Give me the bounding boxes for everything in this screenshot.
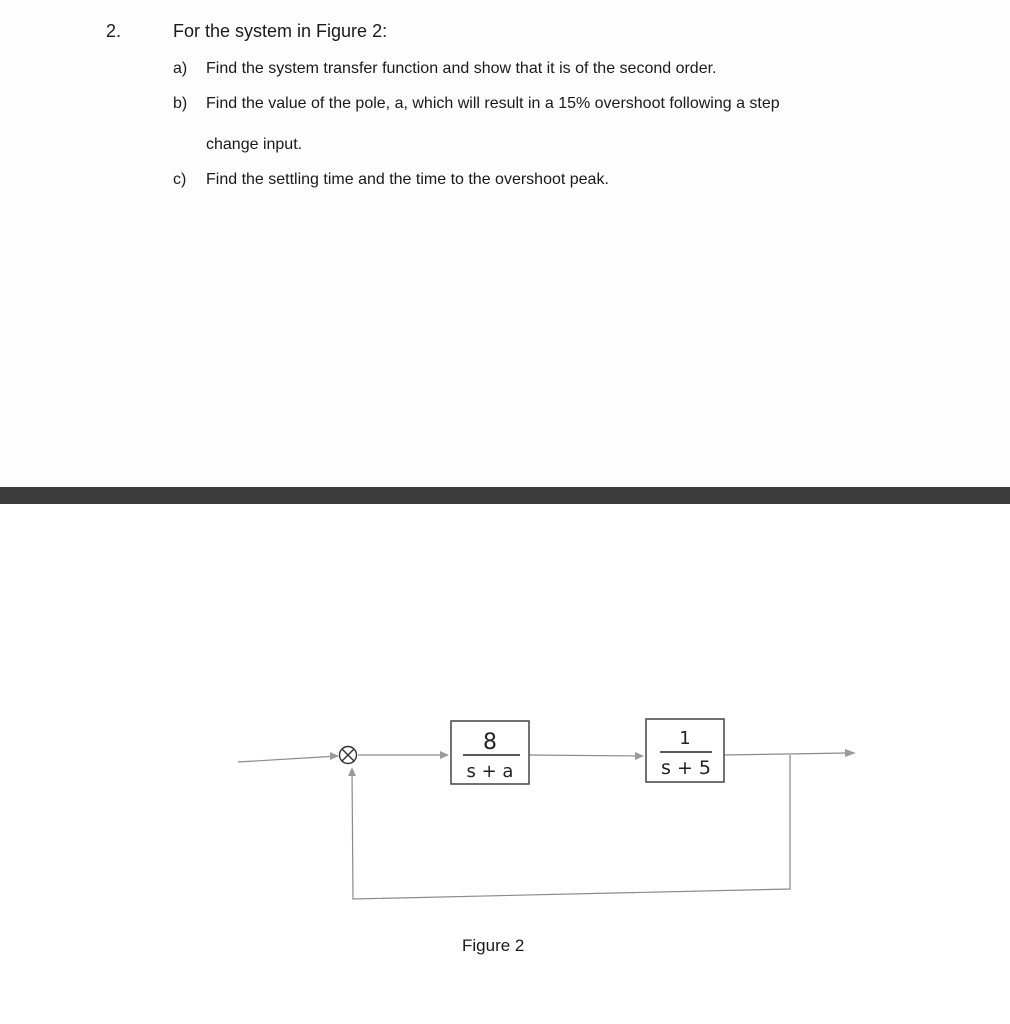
part-c-letter: c) xyxy=(173,171,187,188)
output-arrowhead xyxy=(845,749,856,757)
block2-denominator: s + 5 xyxy=(661,757,711,779)
output-signal-line xyxy=(724,753,848,755)
input-arrowhead xyxy=(330,752,339,760)
block2-arrowhead xyxy=(635,752,644,760)
question-number: 2. xyxy=(106,21,122,41)
figure-caption: Figure 2 xyxy=(462,936,525,955)
summing-junction xyxy=(340,747,357,764)
block1-numerator: 8 xyxy=(483,730,497,755)
block2-numerator: 1 xyxy=(679,728,691,749)
part-a-text: Find the system transfer function and show that it is of the second order. xyxy=(206,60,717,77)
question-page xyxy=(0,0,1010,487)
part-b-letter: b) xyxy=(173,95,188,112)
block1-to-block2-line xyxy=(529,755,643,756)
block1-arrowhead xyxy=(440,751,449,759)
feedback-arrowhead xyxy=(348,767,356,776)
input-signal-line xyxy=(238,756,338,762)
transfer-block-2 xyxy=(646,719,724,782)
part-b-text-line2: change input. xyxy=(206,136,303,153)
part-b-text-line1: Find the value of the pole, a, which will result in a 15% overshoot following a step xyxy=(206,95,780,112)
transfer-block-1 xyxy=(451,721,529,784)
part-c-text: Find the settling time and the time to the overshoot peak. xyxy=(206,171,609,188)
block1-denominator: s + a xyxy=(466,761,514,782)
page-divider xyxy=(0,487,1010,504)
question-intro: For the system in Figure 2: xyxy=(173,21,388,41)
part-a-letter: a) xyxy=(173,60,188,77)
